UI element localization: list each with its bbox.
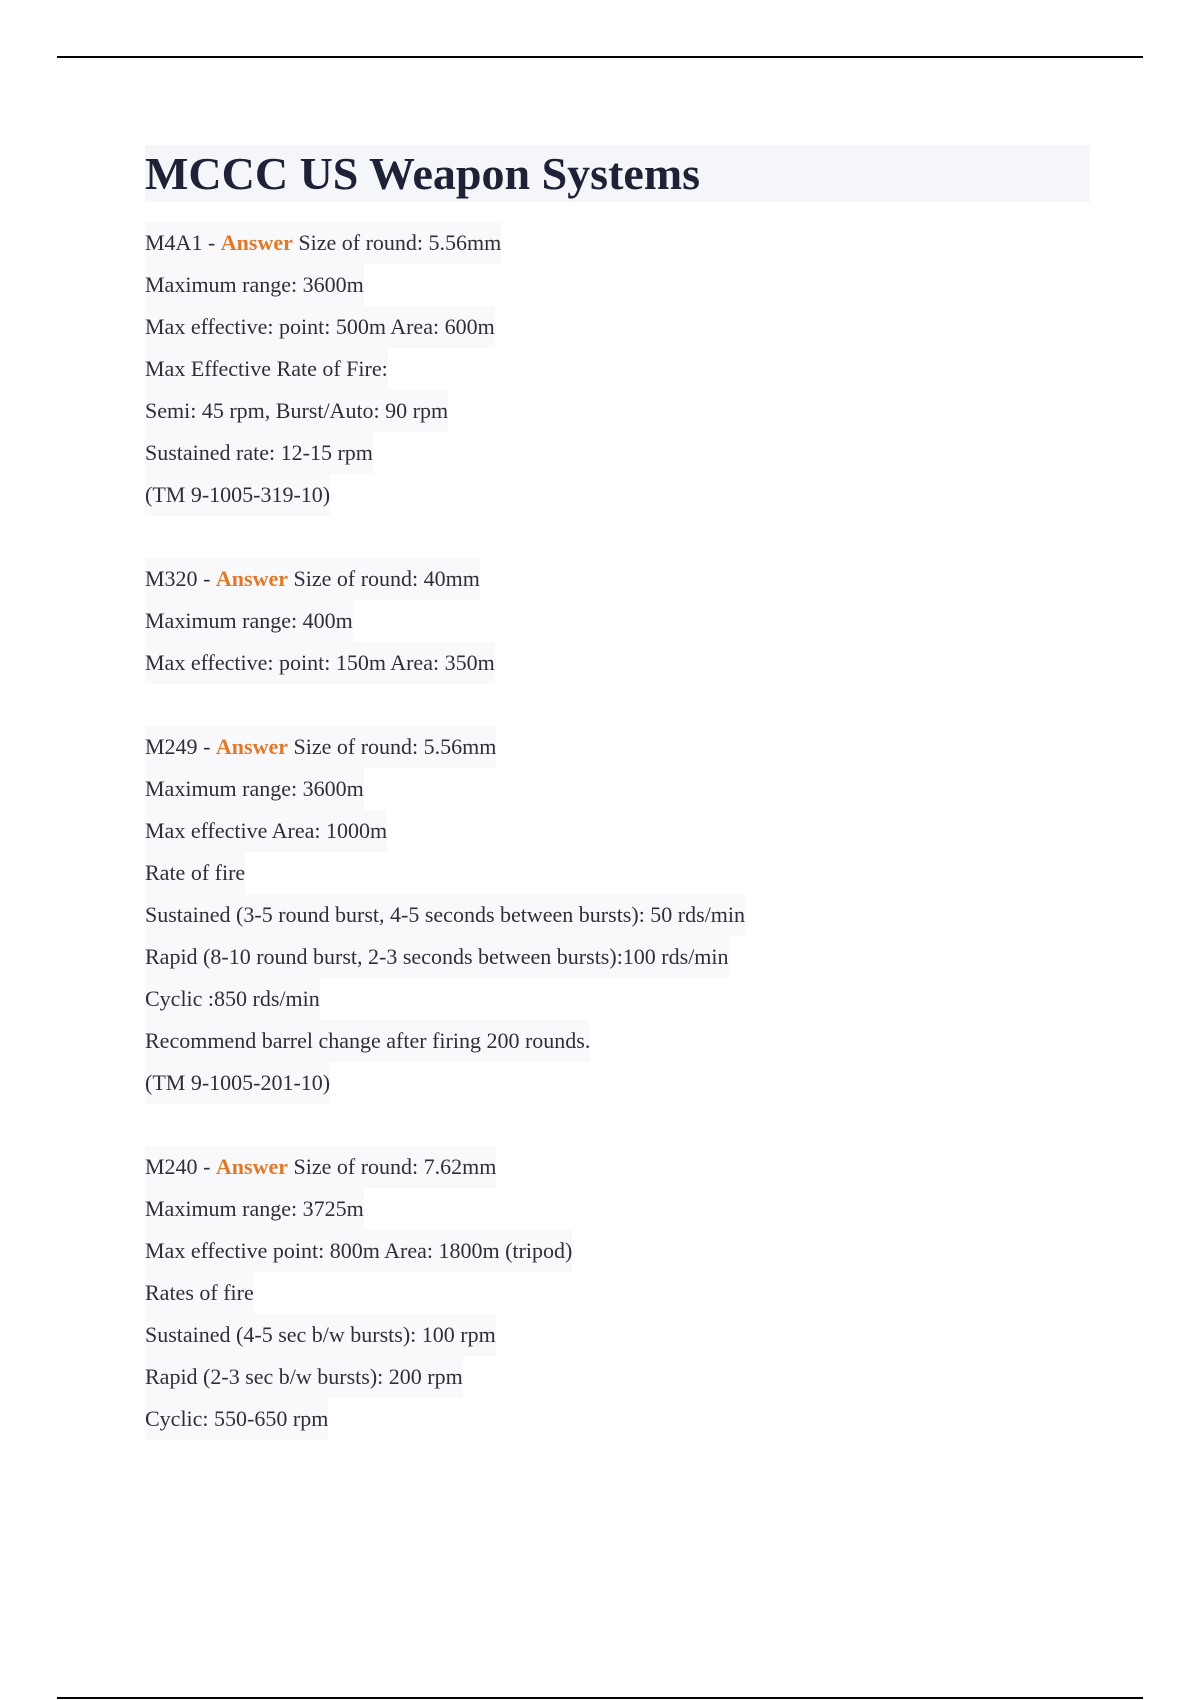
entry-m240 bbox=[145, 1146, 1090, 1440]
entry-line: Rapid (2-3 sec b/w bursts): 200 rpm bbox=[145, 1356, 463, 1398]
answer-label: Answer bbox=[215, 566, 288, 591]
entry-line: Maximum range: 3725m bbox=[145, 1188, 364, 1230]
footer-rule bbox=[57, 1697, 1143, 1699]
entry-line: Rapid (8-10 round burst, 2-3 seconds between bursts):100 rds/min bbox=[145, 936, 729, 978]
entry-line: Sustained rate: 12-15 rpm bbox=[145, 432, 373, 474]
entry-m320 bbox=[145, 558, 1090, 684]
entry-line: Max Effective Rate of Fire: bbox=[145, 348, 388, 390]
separator: - bbox=[202, 230, 221, 255]
entry-line: Rate of fire bbox=[145, 852, 245, 894]
entry-line: Sustained (4-5 sec b/w bursts): 100 rpm bbox=[145, 1314, 496, 1356]
answer-label: Answer bbox=[220, 230, 293, 255]
entry-line: Max effective: point: 150m Area: 350m bbox=[145, 642, 495, 684]
entry-line: Cyclic: 550-650 rpm bbox=[145, 1398, 328, 1440]
entry-heading bbox=[145, 222, 501, 264]
separator: - bbox=[197, 566, 216, 591]
separator: - bbox=[197, 1154, 216, 1179]
entry-first-line: Size of round: 5.56mm bbox=[292, 230, 502, 255]
entry-line: Max effective: point: 500m Area: 600m bbox=[145, 306, 495, 348]
entry-line: Max effective point: 800m Area: 1800m (tripod) bbox=[145, 1230, 572, 1272]
entry-m249 bbox=[145, 726, 1090, 1104]
entry-line: Max effective Area: 1000m bbox=[145, 810, 387, 852]
entry-first-line: Size of round: 7.62mm bbox=[288, 1154, 497, 1179]
entry-line: (TM 9-1005-201-10) bbox=[145, 1062, 330, 1104]
entry-line: Semi: 45 rpm, Burst/Auto: 90 rpm bbox=[145, 390, 448, 432]
header-rule bbox=[57, 56, 1143, 58]
weapon-name: M4A1 bbox=[145, 230, 203, 255]
entry-line: Maximum range: 400m bbox=[145, 600, 353, 642]
entry-first-line: Size of round: 5.56mm bbox=[288, 734, 497, 759]
entry-first-line: Size of round: 40mm bbox=[288, 566, 480, 591]
entry-line: (TM 9-1005-319-10) bbox=[145, 474, 330, 516]
entry-line: Maximum range: 3600m bbox=[145, 768, 364, 810]
document-body bbox=[145, 145, 1090, 1482]
weapon-name: M240 bbox=[145, 1154, 198, 1179]
entry-heading bbox=[145, 1146, 496, 1188]
entry-line: Maximum range: 3600m bbox=[145, 264, 364, 306]
entry-m4a1 bbox=[145, 222, 1090, 516]
separator: - bbox=[197, 734, 216, 759]
entry-heading bbox=[145, 726, 496, 768]
document-title: MCCC US Weapon Systems bbox=[145, 147, 701, 199]
entry-heading bbox=[145, 558, 480, 600]
weapon-name: M249 bbox=[145, 734, 198, 759]
entry-line: Rates of fire bbox=[145, 1272, 254, 1314]
answer-label: Answer bbox=[215, 734, 288, 759]
entry-line: Sustained (3-5 round burst, 4-5 seconds between bursts): 50 rds/min bbox=[145, 894, 745, 936]
entry-line: Cyclic :850 rds/min bbox=[145, 978, 320, 1020]
title-bar bbox=[145, 145, 1090, 202]
weapon-name: M320 bbox=[145, 566, 198, 591]
entry-line: Recommend barrel change after firing 200 rounds. bbox=[145, 1020, 590, 1062]
answer-label: Answer bbox=[215, 1154, 288, 1179]
